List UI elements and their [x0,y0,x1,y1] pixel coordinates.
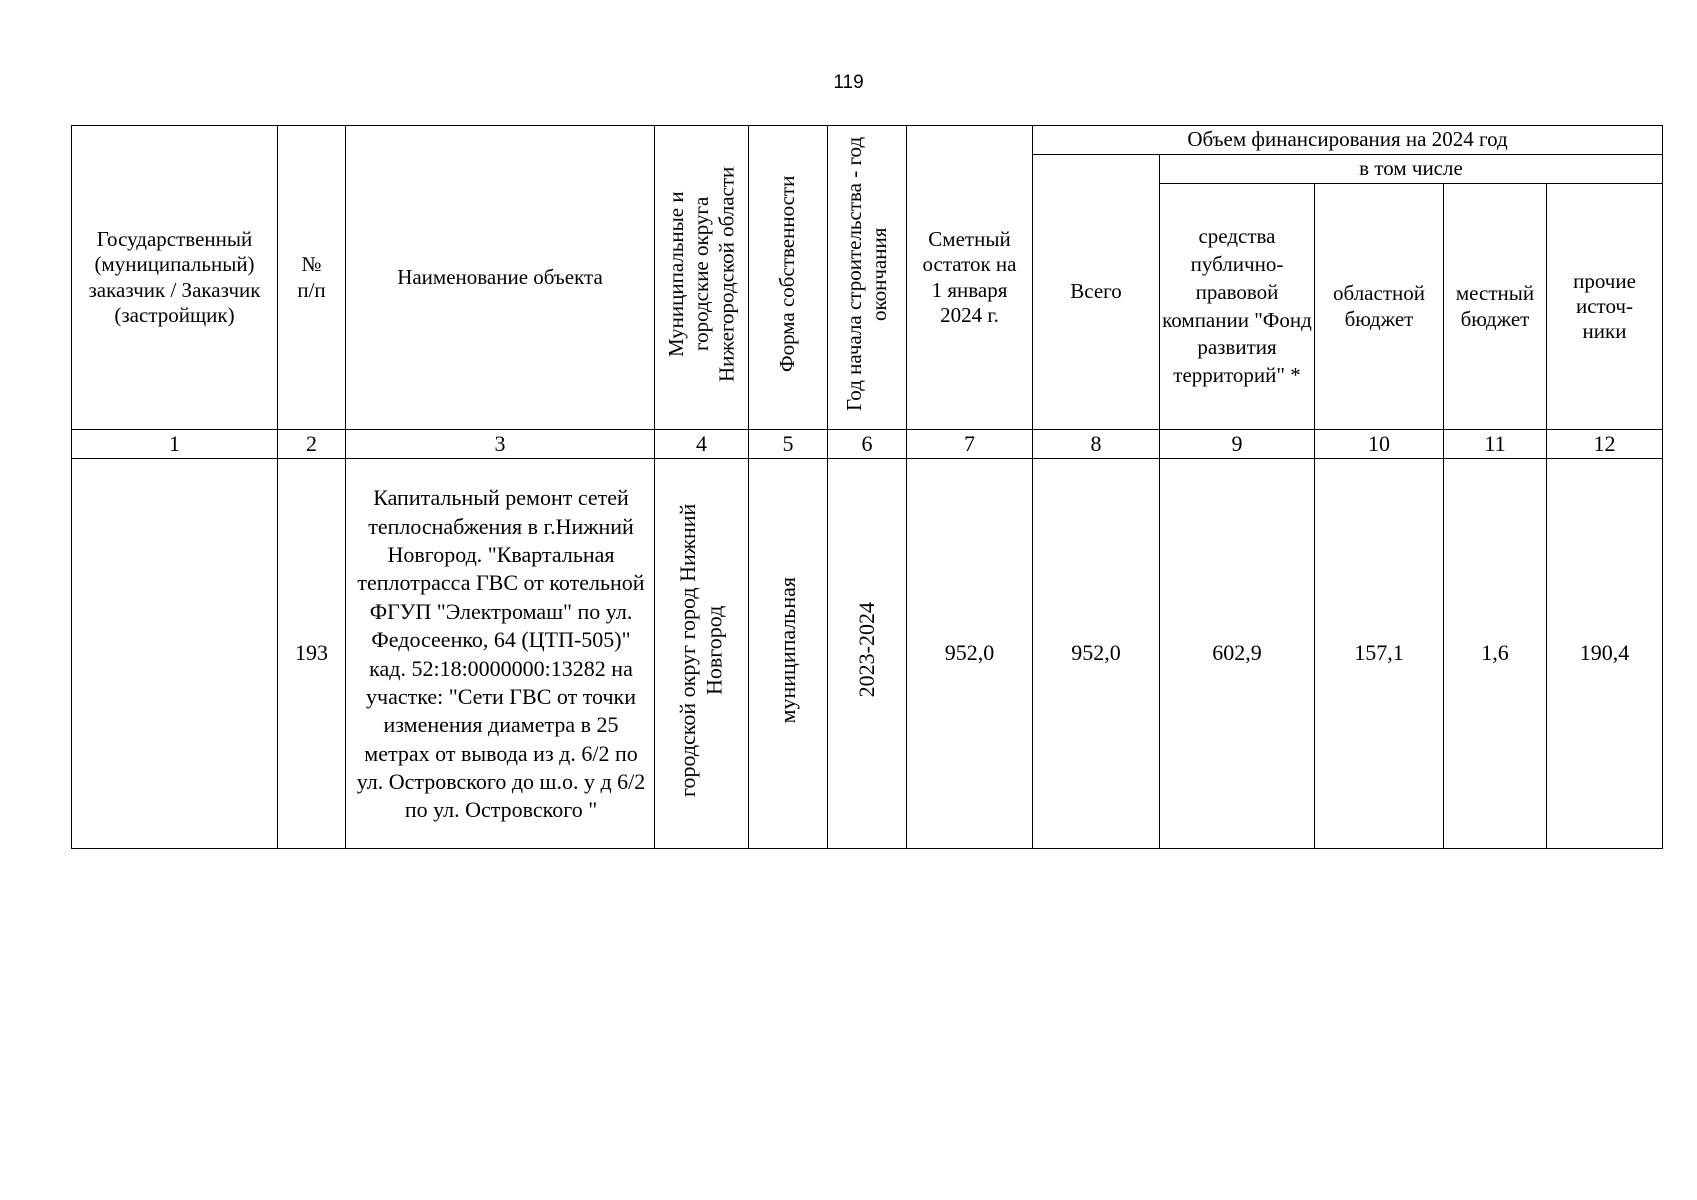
column-number: 2 [278,430,346,459]
column-number: 5 [749,430,828,459]
header-ownership: Форма собственности [775,175,800,373]
header-regional: областной бюджет [1315,184,1444,430]
financing-table [71,125,1663,849]
column-number: 12 [1547,430,1663,459]
column-number: 11 [1444,430,1547,459]
cell-ownership-wrap [749,459,828,849]
column-number: 8 [1033,430,1160,459]
header-years-cell [828,126,907,430]
cell-number: 193 [278,459,346,849]
cell-estimate-balance: 952,0 [907,459,1033,849]
cell-regional: 157,1 [1315,459,1444,849]
header-including: в том числе [1160,155,1663,184]
cell-years: 2023-2024 [853,602,879,698]
column-number: 4 [655,430,749,459]
table-row [72,459,1663,849]
cell-customer [72,459,278,849]
header-local: местный бюджет [1444,184,1547,430]
column-number: 6 [828,430,907,459]
header-municipality: Муниципальные и городские округа Нижегородской области [663,166,739,382]
header-ownership-cell [749,126,828,430]
header-object-name: Наименование объекта [346,126,655,430]
column-number: 3 [346,430,655,459]
column-number: 10 [1315,430,1444,459]
cell-local: 1,6 [1444,459,1547,849]
header-other: прочие источ-ники [1547,184,1663,430]
cell-years-wrap [828,459,907,849]
cell-fund: 602,9 [1160,459,1315,849]
column-number: 9 [1160,430,1315,459]
cell-municipality: городской округ город Нижний Новгород [675,503,727,797]
header-fund: средства публично-правовой компании "Фонд развития территорий" * [1160,184,1315,430]
cell-object-name: Капитальный ремонт сетей теплоснабжения в г.Нижний Новгород. "Квартальная теплотрасса ГВС от котельной ФГУП "Электромаш" по ул. Федосеенко, 64 (ЦТП-505)" кад. 52:18:0000000:13282 на участке: "Сети ГВС от точки изменения диаметра в 25 метрах от вывода из д. 6/2 по ул. Островского до ш.о. у д 6/2 по ул. Островского " [346,459,655,849]
header-funding-group: Объем финансирования на 2024 год [1033,126,1663,155]
header-number: № п/п [278,126,346,430]
header-years: Год начала строительства - год окончания [841,136,891,411]
cell-ownership: муниципальная [774,576,800,724]
column-number: 7 [907,430,1033,459]
column-number: 1 [72,430,278,459]
header-municipality-cell [655,126,749,430]
header-estimate-balance: Сметный остаток на 1 января 2024 г. [907,126,1033,430]
cell-total: 952,0 [1033,459,1160,849]
cell-other: 190,4 [1547,459,1663,849]
page-number: 119 [833,72,864,93]
cell-municipality-wrap [655,459,749,849]
header-customer: Государственный (муниципальный) заказчик / Заказчик (застройщик) [72,126,278,430]
header-total: Всего [1033,155,1160,430]
